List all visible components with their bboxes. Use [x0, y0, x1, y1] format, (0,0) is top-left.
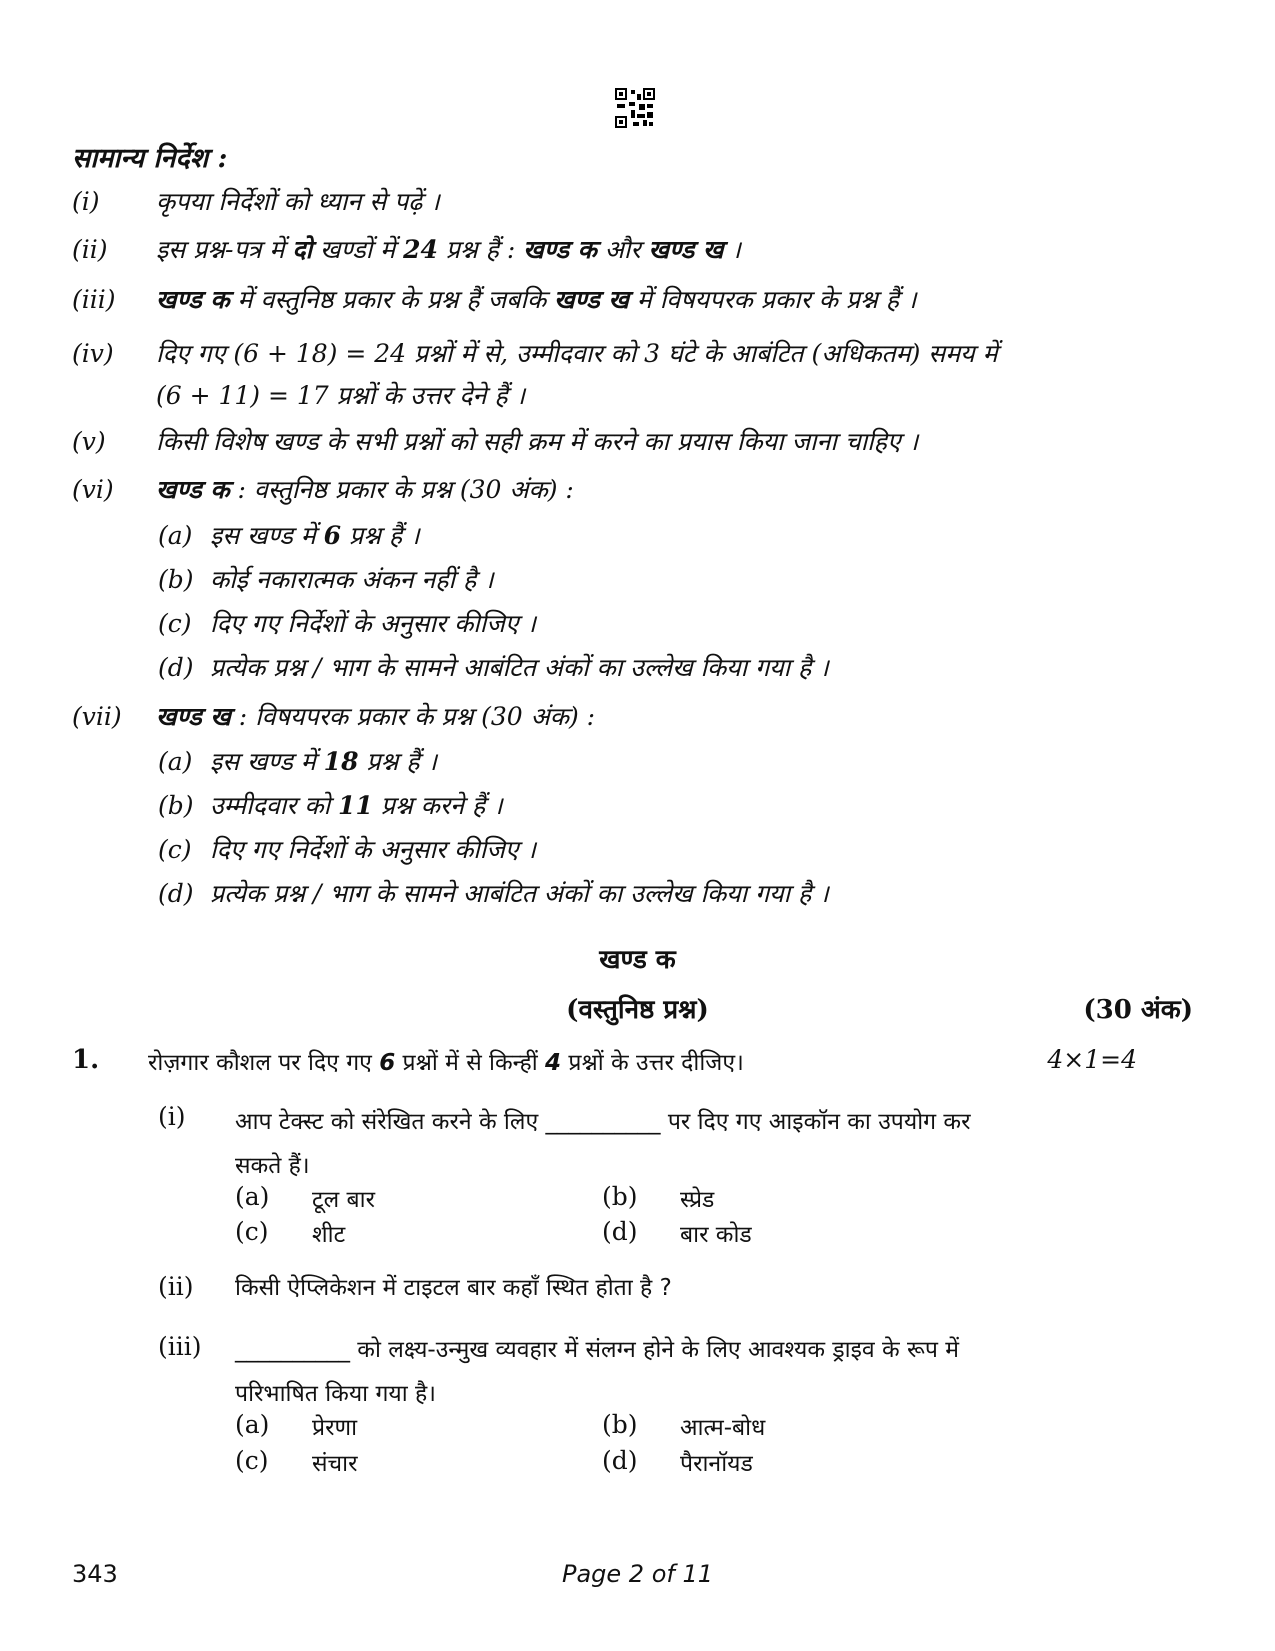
part-text: __________ को लक्ष्य-उन्मुख व्यवहार में संलग्न होने के लिए आवश्यक ड्राइव के रूप में परिभाषित किया गया है।: [235, 1337, 959, 1407]
option-text: स्प्रेड: [680, 1187, 715, 1213]
page-number: Page 2 of 11: [561, 1560, 713, 1588]
instructions-heading: सामान्य निर्देश :: [72, 143, 228, 174]
option-label: (b): [602, 1182, 638, 1211]
option-text: आत्म-बोध: [680, 1415, 766, 1441]
option-label: (d): [602, 1446, 638, 1475]
option-text: संचार: [312, 1451, 358, 1477]
question-number: 1.: [72, 1045, 100, 1075]
option-text: पैरानॉयड: [680, 1451, 753, 1477]
part-text: आप टेक्स्ट को संरेखित करने के लिए __________ पर दिए गए आइकॉन का उपयोग कर सकते हैं।: [235, 1109, 971, 1179]
option-label: (a): [235, 1410, 270, 1439]
part-number: (iii): [158, 1332, 202, 1361]
section-marks: (30 अंक): [1083, 995, 1193, 1025]
option-text: बार कोड: [680, 1222, 752, 1248]
option-label: (c): [235, 1446, 269, 1475]
section-subtitle: (वस्तुनिष्ठ प्रश्न): [566, 995, 709, 1025]
option-text: टूल बार: [312, 1187, 375, 1213]
qr-code-icon: [615, 88, 655, 128]
section-title: खण्ड क: [599, 945, 676, 975]
option-label: (a): [235, 1182, 270, 1211]
question-marks: 4×1=4: [1047, 1045, 1137, 1074]
option-label: (d): [602, 1217, 638, 1246]
question-text: रोज़गार कौशल पर दिए गए 6 प्रश्नों में से किन्हीं 4 प्रश्नों के उत्तर दीजिए।: [148, 1050, 744, 1076]
option-label: (b): [602, 1410, 638, 1439]
option-text: प्रेरणा: [312, 1415, 358, 1441]
option-label: (c): [235, 1217, 269, 1246]
part-text: किसी ऐप्लिकेशन में टाइटल बार कहाँ स्थित होता है ?: [235, 1275, 672, 1301]
option-text: शीट: [312, 1222, 346, 1248]
paper-code: 343: [72, 1560, 118, 1588]
part-number: (ii): [158, 1272, 194, 1301]
part-number: (i): [158, 1102, 186, 1131]
